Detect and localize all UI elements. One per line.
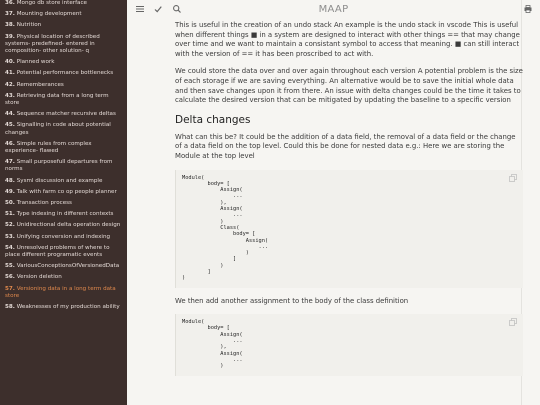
sidebar-item-number: 47. xyxy=(5,159,15,166)
sidebar-item[interactable] xyxy=(0,200,127,207)
sidebar-item-number: 41. xyxy=(5,70,15,77)
sidebar-item-label: Signalling in code about potential changes xyxy=(5,122,111,136)
code-text-2: Module( body= [ Assign( ... ), Assign( ... ) xyxy=(182,319,243,370)
copy-icon[interactable] xyxy=(509,318,517,326)
toolbar xyxy=(127,0,540,21)
code-block-2 xyxy=(175,314,523,375)
sidebar-item-label: Nutrition xyxy=(16,22,42,29)
sidebar-item-number: 42. xyxy=(5,81,15,88)
sidebar-item-number: 40. xyxy=(5,59,15,66)
sidebar-item[interactable] xyxy=(0,304,127,311)
sidebar-item-number: 56. xyxy=(5,274,15,281)
sidebar-item-label: Simple rules from complex experience- flawed xyxy=(5,140,92,155)
sidebar-item-number: 46. xyxy=(5,140,15,147)
sidebar-item-label: Physical location of described systems- predefined- entered in composition- other solution- q xyxy=(5,33,100,55)
sidebar-item[interactable] xyxy=(0,178,127,185)
copy-icon[interactable] xyxy=(509,174,517,182)
sidebar-item-label: Rememberances xyxy=(16,81,64,88)
sidebar-item-number: 38. xyxy=(5,22,15,29)
sidebar xyxy=(0,0,127,405)
sidebar-item-label: Sequence matcher recursive deltas xyxy=(16,111,116,118)
sidebar-item-number: 48. xyxy=(5,177,15,184)
sidebar-item-number: 55. xyxy=(5,263,15,270)
sidebar-item-label: Version deletion xyxy=(16,274,62,281)
sidebar-item[interactable] xyxy=(0,11,127,18)
code-text-1: Module( body= [ Assign( ... ), Assign( ... ) Class( body= [ Assign( ... ) ] ) ] ) xyxy=(182,174,269,282)
sidebar-item[interactable] xyxy=(0,122,127,136)
sidebar-item-number: 51. xyxy=(5,211,15,218)
sidebar-item-number: 39. xyxy=(5,33,15,40)
sidebar-item-label: Unidirectional delta operation design xyxy=(16,222,121,229)
sidebar-item-number: 43. xyxy=(5,92,15,99)
sidebar-item-label: Type indexing in different contexts xyxy=(16,211,114,218)
sidebar-item-number: 50. xyxy=(5,200,15,207)
sidebar-item[interactable] xyxy=(0,234,127,241)
paragraph-delta-what: What can this be? It could be the addition of a data field, the removal of a data field or the change of a data field on the top level. Could this be done for nested data e.g.: Here we are storing the Module at the top level xyxy=(175,132,516,160)
sidebar-item-number: 54. xyxy=(5,244,15,251)
sidebar-item-label: Unifying conversion and indexing xyxy=(16,233,111,240)
sidebar-item[interactable] xyxy=(0,159,127,173)
sidebar-item-label: Mongo db store interface xyxy=(16,0,88,6)
sidebar-list xyxy=(0,0,127,315)
sidebar-item-number: 37. xyxy=(5,11,15,18)
sidebar-item[interactable] xyxy=(0,189,127,196)
heading-delta-changes: Delta changes xyxy=(175,113,251,126)
sidebar-item[interactable] xyxy=(0,59,127,66)
sidebar-item-label: Unresolved problems of where to place different programatic events xyxy=(5,244,110,259)
sidebar-item-number: 57. xyxy=(5,285,15,292)
sidebar-item-number: 44. xyxy=(5,111,15,118)
sidebar-item-label: Potential performance bottlenecks xyxy=(16,70,114,77)
sidebar-item-label: Small purposefull departures from norms xyxy=(5,159,113,173)
sidebar-item-label: Planned work xyxy=(16,59,55,66)
sidebar-item[interactable] xyxy=(0,70,127,77)
sidebar-item-label: Transaction process xyxy=(16,200,72,207)
sidebar-item-number: 45. xyxy=(5,122,15,129)
sidebar-item-label: Talk with farm co op people planner xyxy=(16,188,117,195)
sidebar-item-number: 52. xyxy=(5,222,15,229)
main-content xyxy=(175,21,523,376)
sidebar-item[interactable] xyxy=(0,263,127,270)
sidebar-item-number: 36. xyxy=(5,0,15,6)
sidebar-item-number: 49. xyxy=(5,188,15,195)
sidebar-item[interactable] xyxy=(0,93,127,107)
sidebar-item[interactable] xyxy=(0,0,127,7)
code-block-1 xyxy=(175,170,523,288)
sidebar-item[interactable] xyxy=(0,82,127,89)
sidebar-item[interactable] xyxy=(0,34,127,56)
sidebar-item-label: Retrieving data from a long term store xyxy=(5,92,109,107)
print-icon[interactable] xyxy=(522,4,534,16)
sidebar-item-number: 53. xyxy=(5,233,15,240)
sidebar-item[interactable] xyxy=(0,286,127,300)
sidebar-item[interactable] xyxy=(0,141,127,155)
sidebar-item[interactable] xyxy=(0,111,127,118)
sidebar-item-label: Versioning data in a long term data store xyxy=(5,285,116,299)
sidebar-item-label: VariousConceptionsOfVersionedData xyxy=(16,263,120,270)
sidebar-item[interactable] xyxy=(0,222,127,229)
sidebar-item-label: Weaknesses of my production ability xyxy=(16,304,120,311)
paragraph-storage: We could store the data over and over again throughout each version A potential problem is the size of each storage if we are saving everything. An alternative would be to save the initial whole data and then save changes upon it from there. An issue with delta changes could be the time it takes to calculate the desired version that can be mitigated by updating the baseline to a specific version xyxy=(175,67,523,105)
sidebar-item[interactable] xyxy=(0,274,127,281)
sidebar-item[interactable] xyxy=(0,245,127,259)
sidebar-item-label: Sysml discussion and example xyxy=(16,177,103,184)
sidebar-item[interactable] xyxy=(0,211,127,218)
paragraph-undo-stack: This is useful in the creation of an undo stack An example is the undo stack in vscode This is useful when different things ■ in a system are designed to interact with other things == that may change over time and we want to maintain a consistant symbol to access that meaning. ■ can still interact with the version of == it has been proscribed to act with. xyxy=(175,21,520,58)
sidebar-item[interactable] xyxy=(0,22,127,29)
sidebar-item-label: Mounting development xyxy=(16,11,82,18)
app-title: MAAP xyxy=(318,4,349,15)
sidebar-item-number: 58. xyxy=(5,304,15,311)
paragraph-another-assignment: We then add another assignment to the body of the class definition xyxy=(175,296,409,305)
